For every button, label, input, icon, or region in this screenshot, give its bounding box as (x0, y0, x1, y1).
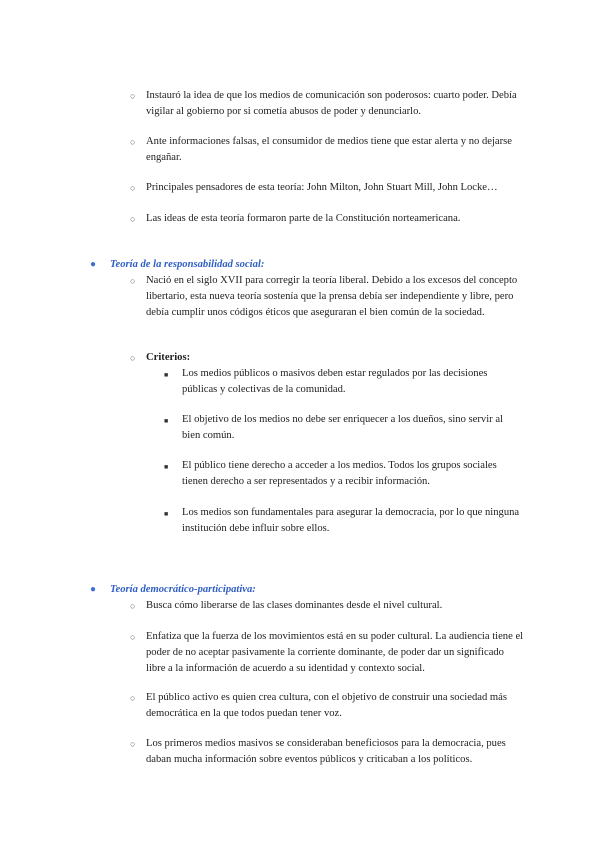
circle-bullet-icon: ○ (130, 137, 136, 147)
list-item (130, 273, 526, 321)
list-item-text: Enfatiza que la fuerza de los movimientos está en su poder cultural. La audiencia tiene el poder de no aceptar pasivamente la corriente dominante, de poder dar un significado libre a la información de acuerdo a su identidad y contexto social. (146, 631, 524, 674)
list-item-text: Nació en el siglo XVII para corregir la teoría liberal. Debido a los excesos del concepto libertario, esta nueva teoría sostenía que la prensa debía ser independiente y libre, pero debía cumplir unos códigos éticos que aseguraran el bien común de la sociedad. (146, 275, 518, 318)
list-item-text: Los primeros medios masivos se consideraban beneficiosos para la democracia, pues daban mucha información sobre eventos públicos y criticaban a los políticos. (146, 738, 506, 765)
square-bullet-icon: ■ (164, 371, 169, 379)
dot-bullet-icon: ● (90, 584, 97, 595)
criterio-item (164, 505, 522, 537)
criterio-item (164, 366, 522, 398)
list-item (130, 180, 526, 196)
circle-bullet-icon: ○ (130, 693, 136, 703)
criterio-text: Los medios públicos o masivos deben estar regulados por las decisiones públicas y colectivas de la comunidad. (182, 368, 488, 395)
section-heading-text: Teoría democrático-participativa: (110, 584, 256, 595)
list-item (130, 88, 526, 120)
list-item (130, 629, 526, 677)
circle-bullet-icon: ○ (130, 214, 136, 224)
list-item-text: Instauró la idea de que los medios de comunicación son poderosos: cuarto poder. Debía vigilar al gobierno por si cometía abusos de poder y denunciarlo. (146, 90, 517, 117)
circle-bullet-icon: ○ (130, 601, 136, 611)
section-heading-text: Teoría de la responsabilidad social: (110, 259, 265, 270)
section-heading-democratic (90, 582, 510, 598)
criterio-text: El público tiene derecho a acceder a los medios. Todos los grupos sociales tienen derecho a ser representados y a recibir información. (182, 460, 497, 487)
circle-bullet-icon: ○ (130, 183, 136, 193)
criterio-text: Los medios son fundamentales para asegurar la democracia, por lo que ninguna institución debe influir sobre ellos. (182, 507, 520, 534)
list-item-text: Principales pensadores de esta teoría: John Milton, John Stuart Mill, John Locke… (146, 182, 498, 193)
square-bullet-icon: ■ (164, 463, 169, 471)
square-bullet-icon: ■ (164, 510, 169, 518)
list-item (130, 598, 526, 614)
criterio-item (164, 458, 522, 490)
criterios-label: Criterios: (146, 352, 191, 363)
list-item (130, 736, 526, 768)
square-bullet-icon: ■ (164, 417, 169, 425)
circle-bullet-icon: ○ (130, 739, 136, 749)
list-item-text: Busca cómo liberarse de las clases dominantes desde el nivel cultural. (146, 600, 443, 611)
dot-bullet-icon: ● (90, 259, 97, 270)
list-item-text: Las ideas de esta teoría formaron parte de la Constitución norteamericana. (146, 213, 461, 224)
criterio-text: El objetivo de los medios no debe ser enriquecer a los dueños, sino servir al bien común. (182, 414, 503, 441)
criterio-item (164, 412, 522, 444)
list-item-text: Ante informaciones falsas, el consumidor de medios tiene que estar alerta y no dejarse engañar. (146, 136, 512, 163)
list-item-text: El público activo es quien crea cultura, con el objetivo de construir una sociedad más democrática en la que todos puedan tener voz. (146, 692, 507, 719)
list-item (130, 690, 526, 722)
list-item (130, 211, 526, 227)
section-heading-social (90, 257, 510, 273)
criterios-item (130, 350, 526, 366)
circle-bullet-icon: ○ (130, 276, 136, 286)
circle-bullet-icon: ○ (130, 353, 136, 363)
circle-bullet-icon: ○ (130, 632, 136, 642)
list-item (130, 134, 526, 166)
circle-bullet-icon: ○ (130, 91, 136, 101)
